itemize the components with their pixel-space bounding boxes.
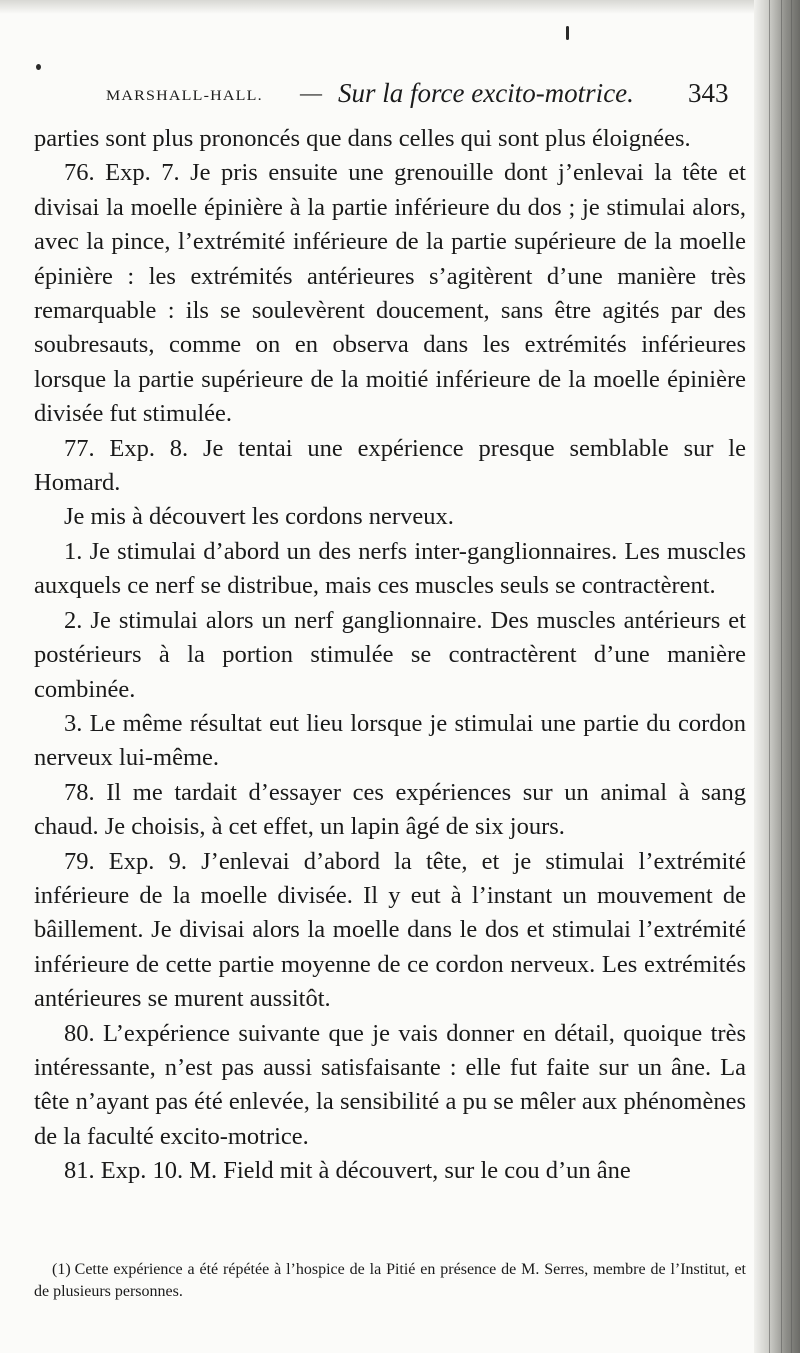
paragraph: 79. Exp. 9. J’enlevai d’abord la tête, et je stimulai l’extrémité inférieure de la moelle divisée. Il y eut à l’instant un mouvement de bâillement. Je divisai alors la moelle dans le dos et stimulai l’extrémité inférieure de cette partie moyenne de ce cordon nerveux. Les extrémités antérieures se murent aussitôt. (34, 847, 746, 1013)
paragraph: 1. Je stimulai d’abord un des nerfs inter-ganglionnaires. Les muscles auxquels ce nerf se distribue, mais ces muscles seuls se contractèrent. (34, 537, 746, 600)
paragraph: 78. Il me tardait d’essayer ces expériences sur un animal à sang chaud. Je choisis, à cet effet, un lapin âgé de six jours. (34, 778, 746, 841)
running-head (0, 78, 754, 118)
footnote-text: Cette expérience a été répétée à l’hospice de la Pitié en présence de M. Serres, membre de l’Institut, et de plusieurs personnes. (34, 1261, 746, 1300)
page-number: 343 (688, 78, 729, 108)
top-edge-shadow (0, 0, 800, 14)
running-head-author: MARSHALL-HALL. (106, 87, 263, 104)
ink-speck (36, 64, 41, 70)
gutter-line (791, 0, 792, 1353)
paragraph: Je mis à découvert les cordons nerveux. (64, 503, 454, 531)
footnote (34, 1259, 746, 1303)
paragraph: 81. Exp. 10. M. Field mit à découvert, sur le cou d’un âne (64, 1157, 631, 1185)
paragraph: parties sont plus prononcés que dans celles qui sont plus éloignées. (34, 125, 691, 152)
paragraph: 2. Je stimulai alors un nerf ganglionnaire. Des muscles antérieurs et postérieurs à la portion stimulée se contractèrent d’une manière combinée. (34, 606, 746, 703)
body-text (34, 122, 746, 1189)
paragraph: 76. Exp. 7. Je pris ensuite une grenouille dont j’enlevai la tête et divisai la moelle épinière à la partie inférieure du dos ; je stimulai alors, avec la pince, l’extrémité inférieure de la partie supérieure de la moelle épinière : les extrémités antérieures s’agitèrent d’une manière très remarquable : ils se soulevèrent doucement, sans être agités par des soubresauts, comme on en observa dans les extrémités inférieures lorsque la partie supérieure de la moitié inférieure de la moelle épinière divisée fut stimulée. (34, 159, 746, 428)
paragraph: 80. L’expérience suivante que je vais donner en détail, quoique très intéressante, n’est pas aussi satisfaisante : elle fut faite sur un âne. La tête n’ayant pas été enlevée, la sensibilité a pu se mêler aux phénomènes de la faculté excito-motrice. (34, 1019, 746, 1150)
paragraph: 77. Exp. 8. Je tentai une expérience presque semblable sur le Homard. (34, 434, 746, 497)
ink-speck (566, 26, 569, 40)
footnote-mark: (1) (52, 1261, 71, 1278)
gutter-line (781, 0, 782, 1353)
gutter-line (769, 0, 770, 1353)
paragraph: 3. Le même résultat eut lieu lorsque je stimulai une partie du cordon nerveux lui-même. (34, 709, 746, 772)
binding-gutter (754, 0, 800, 1353)
running-head-dash: — (300, 80, 322, 105)
running-head-title: Sur la force excito-motrice. (338, 78, 634, 108)
